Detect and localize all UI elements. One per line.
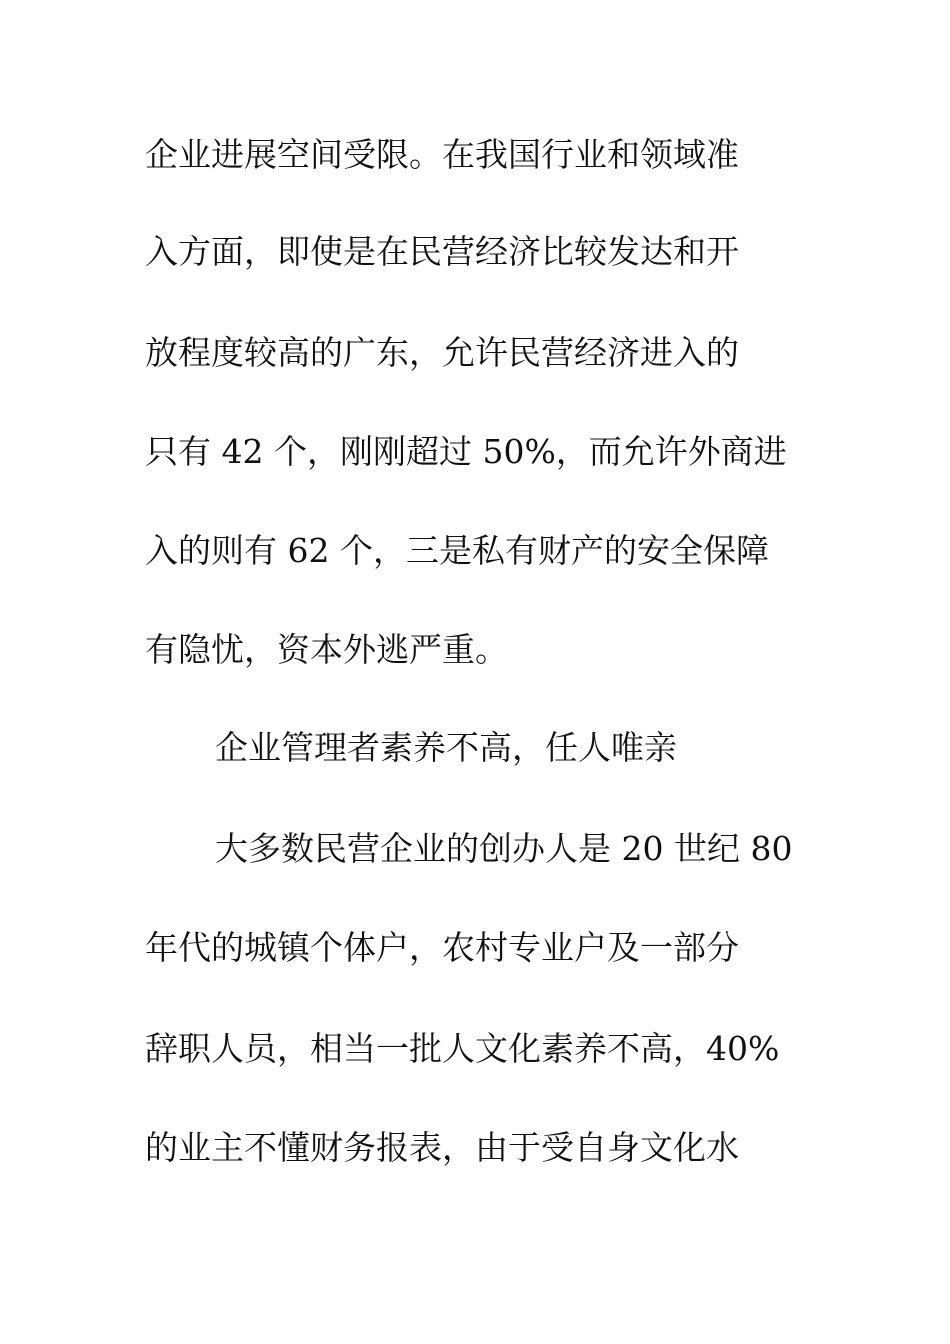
paragraph-line: 有隐忧，资本外逃严重。 (145, 630, 508, 669)
paragraph-line: 辞职人员，相当一批人文化素养不高，40% (145, 1029, 780, 1068)
paragraph-line: 的业主不懂财务报表，由于受自身文化水 (145, 1128, 739, 1167)
paragraph-line: 只有 42 个，刚刚超过 50%，而允许外商进 (145, 432, 787, 471)
paragraph-line: 大多数民营企业的创办人是 20 世纪 80 (215, 829, 793, 868)
paragraph-line: 入方面，即使是在民营经济比较发达和开 (145, 232, 739, 271)
section-heading: 企业管理者素养不高，任人唯亲 (215, 728, 677, 767)
paragraph-line: 放程度较高的广东，允许民营经济进入的 (145, 333, 739, 372)
paragraph-line: 企业进展空间受限。在我国行业和领域准 (145, 135, 739, 174)
paragraph-line: 年代的城镇个体户，农村专业户及一部分 (145, 928, 739, 967)
paragraph-line: 入的则有 62 个，三是私有财产的安全保障 (145, 531, 769, 570)
